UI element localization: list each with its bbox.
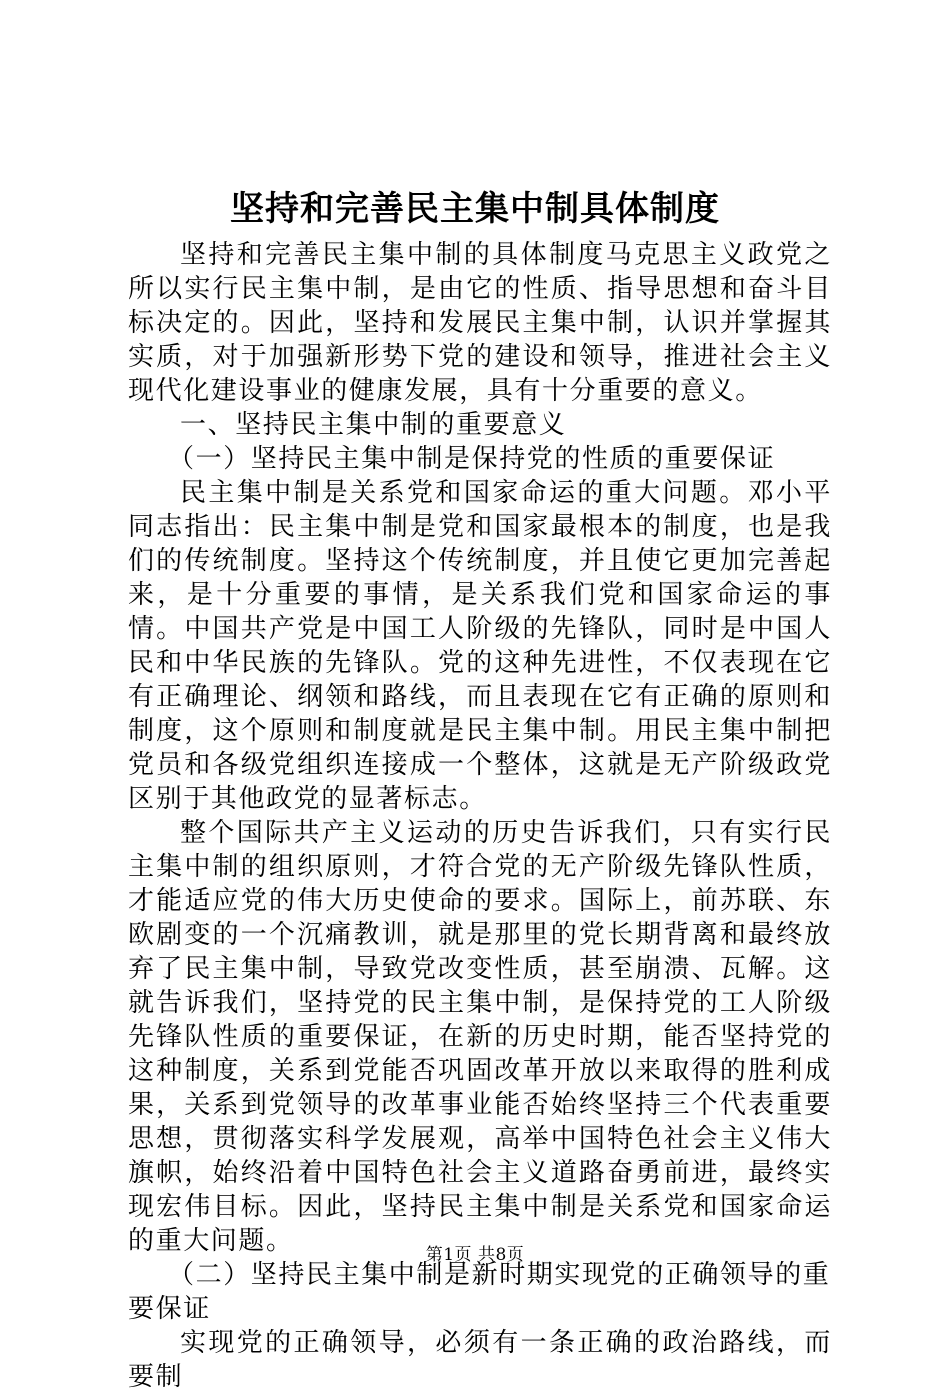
document-body [128, 238, 832, 1394]
subsection-heading-1: （一）坚持民主集中制是保持党的性质的重要保证 [168, 444, 776, 474]
document-title: 坚持和完善民主集中制具体制度 [230, 189, 720, 229]
paragraph-intro: 坚持和完善民主集中制的具体制度马克思主义政党之所以实行民主集中制，是由它的性质、指导思想和奋斗目标决定的。因此，坚持和发展民主集中制，认识并掌握其实质，对于加强新形势下党的建设和领导，推进社会主义现代化建设事业的健康发展，具有十分重要的意义。 [128, 240, 832, 406]
section-heading-1: 一、坚持民主集中制的重要意义 [180, 410, 567, 440]
paragraph-3: 实现党的正确领导，必须有一条正确的政治路线，而要制 [128, 1328, 832, 1392]
paragraph-2: 整个国际共产主义运动的历史告诉我们，只有实行民主集中制的组织原则，才符合党的无产阶级先锋队性质，才能适应党的伟大历史使命的要求。国际上，前苏联、东欧剧变的一个沉痛教训，就是那里的党长期背离和最终放弃了民主集中制，导致党改变性质，甚至崩溃、瓦解。这就告诉我们，坚持党的民主集中制，是保持党的工人阶级先锋队性质的重要保证，在新的历史时期，能否坚持党的这种制度，关系到党能否巩固改革开放以来取得的胜利成果，关系到党领导的改革事业能否始终坚持三个代表重要思想，贯彻落实科学发展观，高举中国特色社会主义伟大旗帜，始终沿着中国特色社会主义道路奋勇前进，最终实现宏伟目标。因此，坚持民主集中制是关系党和国家命运的重大问题。 [128, 818, 832, 1256]
paragraph-1: 民主集中制是关系党和国家命运的重大问题。邓小平同志指出：民主集中制是党和国家最根本的制度，也是我们的传统制度。坚持这个传统制度，并且使它更加完善起来，是十分重要的事情，是关系我们党和国家命运的事情。中国共产党是中国工人阶级的先锋队，同时是中国人民和中华民族的先锋队。党的这种先进性，不仅表现在它有正确理论、纲领和路线，而且表现在它有正确的原则和制度，这个原则和制度就是民主集中制。用民主集中制把党员和各级党组织连接成一个整体，这就是无产阶级政党区别于其他政党的显著标志。 [128, 478, 832, 814]
subsection-heading-2: （二）坚持民主集中制是新时期实现党的正确领导的重要保证 [128, 1260, 831, 1324]
page-number-footer: 第1页 共8页 [425, 1245, 525, 1265]
